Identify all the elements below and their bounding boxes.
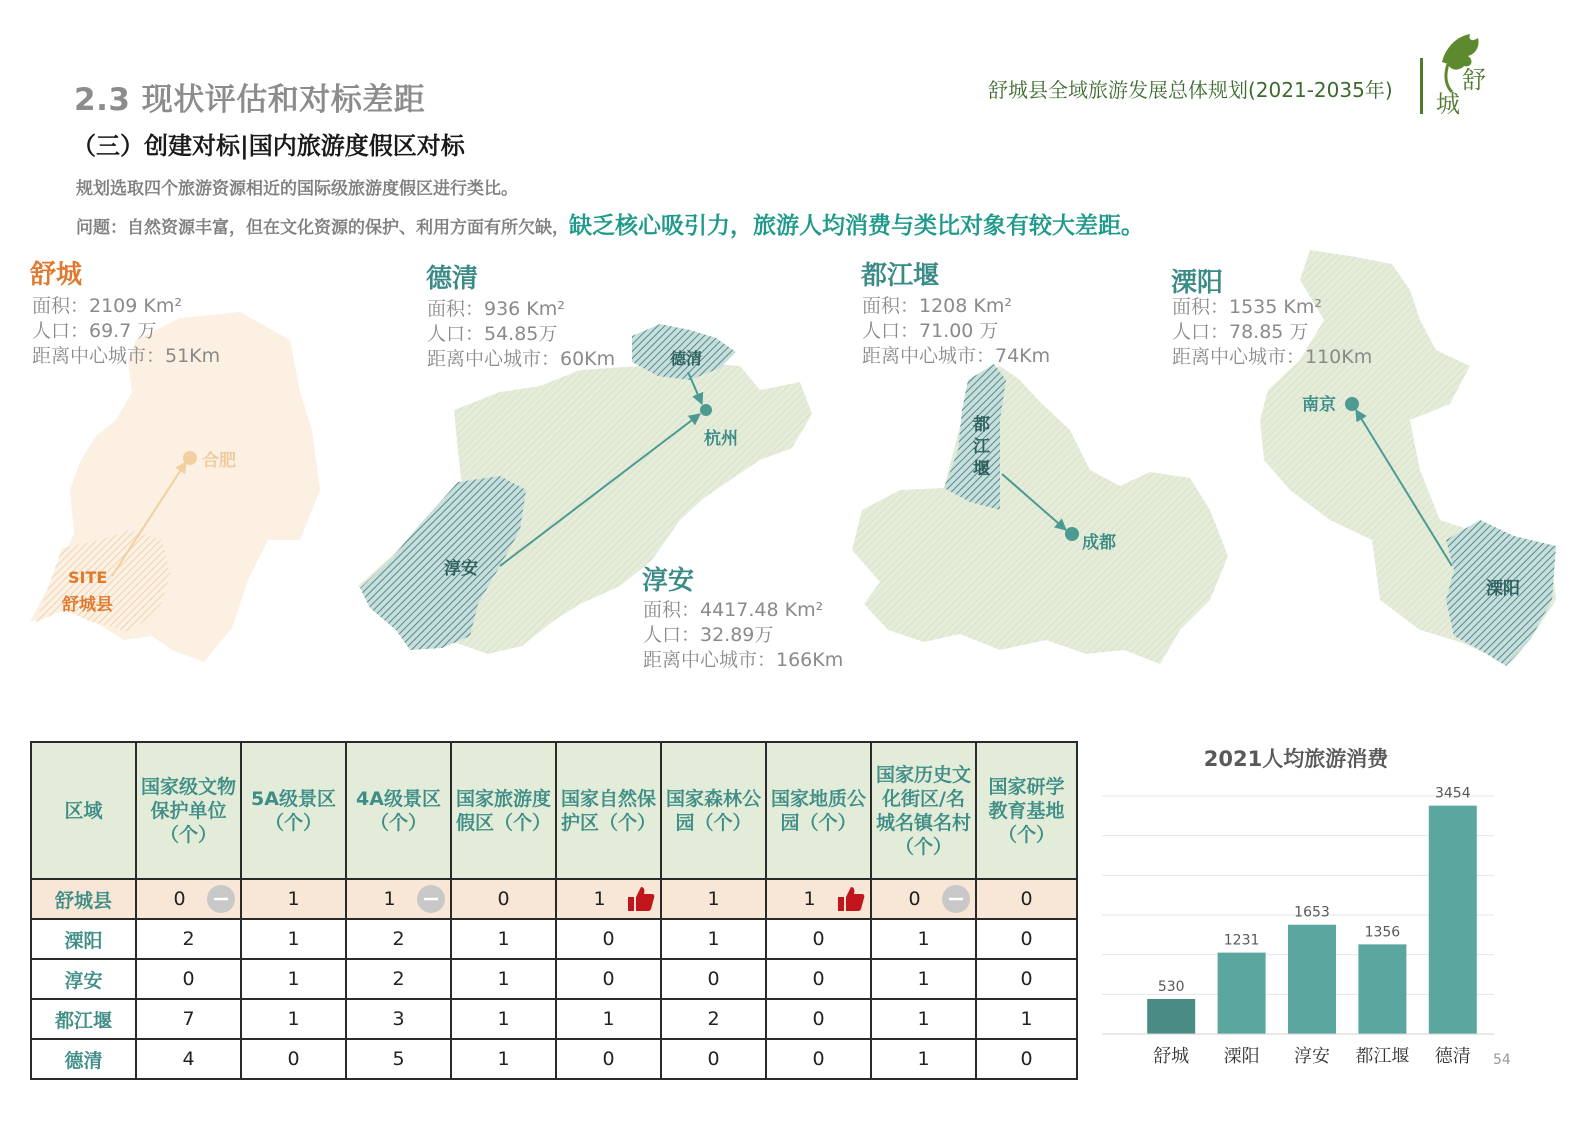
header-historic-districts: 国家历史文化街区/名城名镇名村（个） <box>871 742 976 879</box>
cell-value: 1 <box>1020 1008 1033 1030</box>
table-cell <box>661 879 766 919</box>
chunan-stats <box>643 598 843 673</box>
cell-value: 0 <box>812 928 825 950</box>
hangzhou-dot <box>700 404 712 416</box>
cell-value: 1 <box>917 1008 930 1030</box>
chengdu-region-shape <box>852 366 1228 664</box>
cell-value: 0 <box>1020 1048 1033 1070</box>
shucheng-title: 舒城 <box>30 260 83 290</box>
table-cell <box>556 919 661 959</box>
cell-value: 0 <box>812 1008 825 1030</box>
section-title: 2.3 现状评估和对标差距 <box>74 82 426 118</box>
hangzhou-label: 杭州 <box>704 429 738 449</box>
cell-value: 0 <box>287 1048 300 1070</box>
header-region: 区域 <box>31 742 136 879</box>
chunan-county-label: 淳安 <box>444 559 478 579</box>
liyang-population: 人口：78.85 万 <box>1172 321 1309 343</box>
liyang-county-label: 溧阳 <box>1486 579 1520 599</box>
bar-2 <box>1288 925 1336 1034</box>
chunan-distance: 距离中心城市：166Km <box>643 649 844 671</box>
chengdu-label: 成都 <box>1082 533 1116 553</box>
table-cell <box>136 1039 241 1079</box>
problem-statement <box>76 207 1144 240</box>
bar-0 <box>1147 999 1195 1034</box>
thumbs-up-icon <box>626 884 656 914</box>
svg-text:舒: 舒 <box>1462 66 1486 94</box>
shucheng-distance: 距离中心城市：51Km <box>32 345 221 367</box>
cell-value: 0 <box>908 888 921 910</box>
table-cell <box>241 1039 346 1079</box>
data-label: 530 <box>1157 978 1185 995</box>
cell-value: 0 <box>1020 928 1033 950</box>
table-cell <box>346 959 451 999</box>
cell-value: 1 <box>287 888 300 910</box>
cell-value: 0 <box>812 968 825 990</box>
table-cell <box>661 959 766 999</box>
problem-prefix: 问题：自然资源丰富，但在文化资源的保护、利用方面有所欠缺， <box>76 218 569 238</box>
cell-value: 1 <box>497 1048 510 1070</box>
chunan-title: 淳安 <box>642 566 695 596</box>
table-cell <box>766 1039 871 1079</box>
row-region: 舒城县 <box>31 879 136 919</box>
header-cultural-relics: 国家级文物保护单位（个） <box>136 742 241 879</box>
table-cell <box>136 919 241 959</box>
header-5a-sites: 5A级景区（个） <box>241 742 346 879</box>
nanjing-label: 南京 <box>1302 395 1336 415</box>
liyang-area: 面积：1535 Km² <box>1172 296 1322 318</box>
table-cell <box>241 999 346 1039</box>
table-row <box>31 879 1077 919</box>
shucheng-stats <box>32 294 220 369</box>
cell-value: 1 <box>917 968 930 990</box>
liyang-distance: 距离中心城市：110Km <box>1172 346 1373 368</box>
category-label: 都江堰 <box>1355 1046 1410 1067</box>
chunan-population: 人口：32.89万 <box>643 624 774 646</box>
table-cell <box>556 879 661 919</box>
neutral-icon <box>416 884 446 914</box>
liyang-stats <box>1172 295 1372 370</box>
deqing-population: 人口：54.85万 <box>427 323 558 345</box>
table-cell <box>451 879 556 919</box>
table-cell <box>451 1039 556 1079</box>
table-cell <box>976 959 1077 999</box>
table-cell <box>976 1039 1077 1079</box>
dujiangyan-county-label: 都 江 堰 <box>973 415 990 479</box>
row-region: 淳安 <box>31 959 136 999</box>
cell-value: 0 <box>602 928 615 950</box>
dujiangyan-population: 人口：71.00 万 <box>862 320 999 342</box>
cell-value: 0 <box>812 1048 825 1070</box>
cell-value: 0 <box>1020 968 1033 990</box>
cell-value: 2 <box>182 928 195 950</box>
table-row <box>31 1039 1077 1079</box>
category-label: 舒城 <box>1153 1046 1190 1067</box>
header-forest-parks: 国家森林公园（个） <box>661 742 766 879</box>
neutral-icon <box>206 884 236 914</box>
data-label: 1653 <box>1294 904 1330 921</box>
table-cell <box>346 999 451 1039</box>
table-cell <box>766 919 871 959</box>
table-cell <box>976 919 1077 959</box>
cell-value: 1 <box>602 1008 615 1030</box>
cell-value: 4 <box>182 1048 195 1070</box>
cell-value: 1 <box>497 928 510 950</box>
liyang-title: 溧阳 <box>1171 268 1224 298</box>
cell-value: 0 <box>602 968 615 990</box>
bar-4 <box>1429 806 1477 1034</box>
table-row <box>31 919 1077 959</box>
neutral-icon <box>941 884 971 914</box>
row-region: 德清 <box>31 1039 136 1079</box>
data-label: 3454 <box>1434 785 1471 802</box>
table-cell <box>871 999 976 1039</box>
table-cell <box>766 879 871 919</box>
table-cell <box>976 879 1077 919</box>
table-cell <box>556 999 661 1039</box>
cell-value: 1 <box>803 888 816 910</box>
cell-value: 1 <box>287 928 300 950</box>
dujiangyan-area: 面积：1208 Km² <box>862 295 1012 317</box>
row-region: 溧阳 <box>31 919 136 959</box>
cell-value: 1 <box>497 968 510 990</box>
intro-text: 规划选取四个旅游资源相近的国际级旅游度假区进行类比。 <box>76 179 518 199</box>
cell-value: 1 <box>593 888 606 910</box>
deqing-distance: 距离中心城市：60Km <box>427 348 616 370</box>
shucheng-county-label: 舒城县 <box>62 595 113 615</box>
table-cell <box>766 959 871 999</box>
dujiangyan-title: 都江堰 <box>861 261 940 291</box>
thumbs-up-icon <box>836 884 866 914</box>
comparison-table <box>30 741 1078 1080</box>
table-cell <box>136 999 241 1039</box>
table-cell <box>241 959 346 999</box>
table-cell <box>661 1039 766 1079</box>
table-cell <box>871 959 976 999</box>
cell-value: 3 <box>392 1008 405 1030</box>
table-cell <box>346 1039 451 1079</box>
nanjing-dot <box>1345 397 1359 411</box>
deqing-area: 面积：936 Km² <box>427 298 565 320</box>
header-geoparks: 国家地质公园（个） <box>766 742 871 879</box>
shucheng-logo <box>1428 26 1496 122</box>
table-cell <box>556 959 661 999</box>
table-header-row <box>31 742 1077 879</box>
problem-highlight: 缺乏核心吸引力，旅游人均消费与类比对象有较大差距。 <box>569 213 1144 239</box>
table-cell <box>766 999 871 1039</box>
table-cell <box>871 919 976 959</box>
row-region: 都江堰 <box>31 999 136 1039</box>
cell-value: 5 <box>392 1048 405 1070</box>
cell-value: 0 <box>173 888 186 910</box>
table-cell <box>871 879 976 919</box>
cell-value: 0 <box>182 968 195 990</box>
table-cell <box>346 879 451 919</box>
cell-value: 1 <box>707 888 720 910</box>
header-4a-sites: 4A级景区（个） <box>346 742 451 879</box>
table-row <box>31 999 1077 1039</box>
table-cell <box>556 1039 661 1079</box>
hefei-dot <box>183 451 197 465</box>
data-label: 1356 <box>1364 924 1401 941</box>
site-label: SITE <box>68 568 108 587</box>
cell-value: 1 <box>497 1008 510 1030</box>
deqing-county-label: 德清 <box>670 349 703 368</box>
cell-value: 1 <box>917 928 930 950</box>
category-label: 淳安 <box>1294 1046 1330 1067</box>
chart-title: 2021人均旅游消费 <box>1203 747 1389 771</box>
table-cell <box>241 919 346 959</box>
dujiangyan-distance: 距离中心城市：74Km <box>862 345 1051 367</box>
cell-value: 0 <box>602 1048 615 1070</box>
table-cell <box>976 999 1077 1039</box>
category-label: 溧阳 <box>1223 1046 1260 1067</box>
consumption-bar-chart <box>1096 738 1506 1078</box>
chunan-area: 面积：4417.48 Km² <box>643 599 824 621</box>
category-label: 德清 <box>1434 1046 1471 1067</box>
logo-divider <box>1420 58 1423 114</box>
svg-text:城: 城 <box>1436 90 1460 118</box>
cell-value: 0 <box>497 888 510 910</box>
cell-value: 2 <box>392 968 405 990</box>
data-label: 1231 <box>1223 932 1260 949</box>
table-cell <box>451 919 556 959</box>
cell-value: 1 <box>917 1048 930 1070</box>
table-cell <box>451 959 556 999</box>
cell-value: 1 <box>383 888 396 910</box>
table-cell <box>346 919 451 959</box>
table-cell <box>241 879 346 919</box>
table-cell <box>451 999 556 1039</box>
bar-3 <box>1358 944 1406 1034</box>
shucheng-area: 面积：2109 Km² <box>32 295 182 317</box>
cell-value: 0 <box>707 968 720 990</box>
cell-value: 2 <box>392 928 405 950</box>
bar-1 <box>1218 953 1266 1034</box>
cell-value: 0 <box>707 1048 720 1070</box>
cell-value: 7 <box>182 1008 195 1030</box>
table-cell <box>661 999 766 1039</box>
table-cell <box>871 1039 976 1079</box>
header-nature-reserves: 国家自然保护区（个） <box>556 742 661 879</box>
header-resorts: 国家旅游度假区（个） <box>451 742 556 879</box>
table-row <box>31 959 1077 999</box>
shucheng-population: 人口：69.7 万 <box>32 320 157 342</box>
subtitle: （三）创建对标|国内旅游度假区对标 <box>72 132 465 160</box>
chengdu-dot <box>1065 527 1079 541</box>
cell-value: 0 <box>1020 888 1033 910</box>
hefei-label: 合肥 <box>202 451 236 471</box>
cell-value: 1 <box>287 968 300 990</box>
cell-value: 1 <box>287 1008 300 1030</box>
table-cell <box>136 879 241 919</box>
deqing-stats <box>427 297 615 372</box>
cell-value: 1 <box>707 928 720 950</box>
cell-value: 2 <box>707 1008 720 1030</box>
dujiangyan-stats <box>862 294 1050 369</box>
page-number: 54 <box>1493 1052 1511 1068</box>
header-study-bases: 国家研学教育基地（个） <box>976 742 1077 879</box>
table-cell <box>661 919 766 959</box>
deqing-title: 德清 <box>426 264 479 294</box>
document-title: 舒城县全域旅游发展总体规划(2021-2035年) <box>988 78 1393 102</box>
table-cell <box>136 959 241 999</box>
